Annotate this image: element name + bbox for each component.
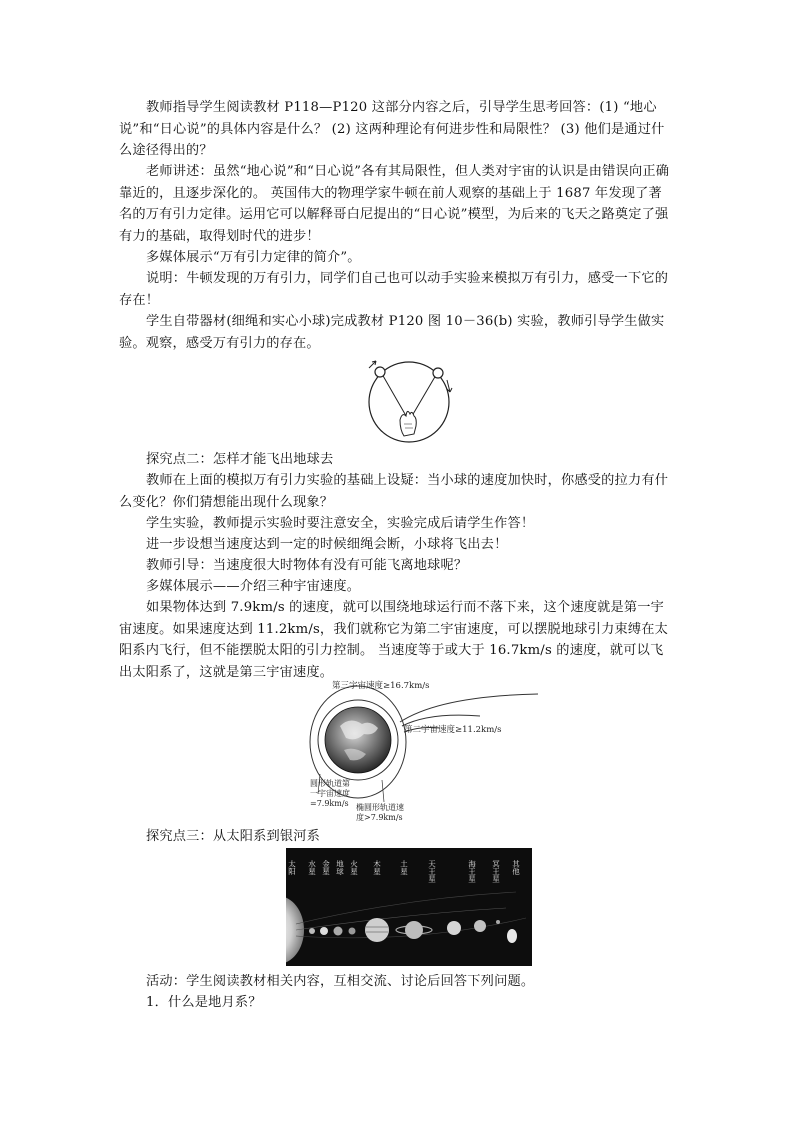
solar-label-earth: 地球 [335,860,345,875]
section-heading-3: 探究点三：从太阳系到银河系 [146,829,321,844]
solar-label-mars: 火星 [349,860,359,875]
solar-label-pluto: 冥王星 [491,860,501,883]
paragraph-10: 多媒体展示——介绍三种宇宙速度。 [146,579,361,594]
solar-label-venus: 金星 [321,860,331,875]
ellipse-speed-label-1: 椭圆形轨道速 [356,803,404,812]
ellipse-speed-label-2: 度>7.9km/s [356,813,403,822]
solar-label-jupiter: 木星 [372,860,382,875]
solar-label-sun: 太阳 [287,860,297,875]
second-speed-label: 第二宇宙速度≥11.2km/s [404,725,502,735]
solar-label-mercury: 水星 [307,860,317,875]
first-speed-label-3: =7.9km/s [310,799,349,808]
solar-label-saturn: 土星 [399,860,409,875]
paragraph-3: 多媒体展示“万有引力定律的简介”。 [146,250,361,265]
solar-system-figure [286,848,532,966]
paragraph-7: 学生实验，教师提示实验时要注意安全，实验完成后请学生作答！ [146,516,535,531]
paragraph-11: 如果物体达到 7.9km/s 的速度，就可以围绕地球运行而不落下来，这个速度就是第一宇宙速度。如果速度达到 11.2km/s，我们就称它为第二宇宙速度，可以摆脱地球引力束缚在太阳系内飞行，但不能摆脱太阳的引力控制。 当速度等于或大于 16.7km/s 的速度，就可以飞出太阳系了，这就是第三宇宙速度。 [119,600,669,680]
paragraph-4: 说明：牛顿发现的万有引力，同学们自己也可以动手实验来模拟万有引力，感受一下它的存在！ [119,271,669,308]
question-1: 1．什么是地月系？ [146,995,262,1010]
paragraph-5: 学生自带器材(细绳和实心小球)完成教材 P120 图 10－36(b) 实验，教师引导学生做实验。观察，感受万有引力的存在。 [119,314,665,351]
paragraph-12: 活动：学生阅读教材相关内容，互相交流、讨论后回答下列问题。 [146,974,535,989]
first-speed-label-1: 圆形轨道第 [310,779,350,788]
third-speed-label: 第三宇宙速度≥16.7km/s [332,681,430,691]
paragraph-9: 教师引导：当速度很大时物体有没有可能飞离地球呢？ [146,558,468,573]
solar-label-uranus: 天王星 [427,860,437,883]
solar-label-other: 其他 [511,860,521,875]
paragraph-8: 进一步设想当速度达到一定的时候细绳会断，小球将飞出去！ [146,537,508,552]
cosmic-speed-figure [300,676,540,824]
paragraph-6: 教师在上面的模拟万有引力实验的基础上设疑：当小球的速度加快时，你感受的拉力有什么变化？你们猜想能出现什么现象？ [119,473,669,510]
experiment-figure [360,358,460,446]
paragraph-2: 老师讲述：虽然“地心说”和“日心说”各有其局限性，但人类对宇宙的认识是由错误向正确靠近的，且逐步深化的。 英国伟大的物理学家牛顿在前人观察的基础上于 1687 年发现了著名的万有引力定律。运用它可以解释哥白尼提出的“日心说”模型，为后来的飞天之路奠定了强有力的基础，取得划时代的进步！ [119,164,670,244]
section-heading-2: 探究点二：怎样才能飞出地球去 [146,452,334,467]
first-speed-label-2: 一宇宙速度 [310,789,350,798]
solar-label-neptune: 海王星 [467,860,477,883]
paragraph-1: 教师指导学生阅读教材 P118—P120 这部分内容之后，引导学生思考回答：(1) “地心说”和“日心说”的具体内容是什么？ (2) 这两种理论有何进步性和局限性？ (3) 他们是通过什么途径得出的？ [119,100,665,158]
